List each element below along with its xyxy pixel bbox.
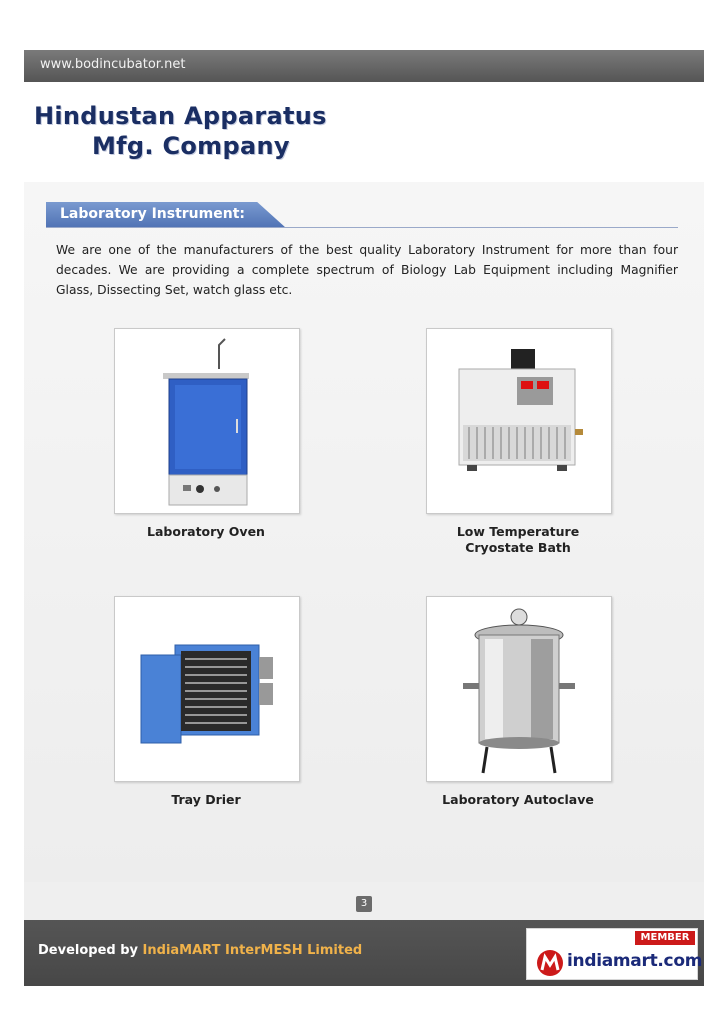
section-divider: [46, 227, 678, 228]
page-number: 3: [356, 896, 372, 912]
intro-paragraph: We are one of the manufacturers of the best quality Laboratory Instrument for more than four decades. We are providing a complete spectrum of Biology Lab Equipment including Magnifier Glass, Dissecting Set, watch glass etc.: [56, 243, 678, 297]
product-caption: Tray Drier: [171, 792, 241, 807]
caption-line1: Low Temperature Cryostate Bath: [456, 524, 580, 555]
developed-by-text: [38, 943, 362, 958]
indiamart-member-badge[interactable]: [526, 928, 703, 980]
tray-drier-image: [114, 596, 300, 782]
section-title: Laboratory Instrument:: [60, 206, 245, 222]
company-header: [24, 82, 704, 182]
product-caption: Laboratory Oven: [147, 524, 265, 539]
product-caption: Laboratory Autoclave: [442, 792, 594, 807]
cryostate-bath-image: [426, 328, 612, 514]
laboratory-autoclave-image: [426, 596, 612, 782]
footer-bar: [24, 920, 704, 986]
content-area: [24, 182, 704, 882]
top-bar: [24, 50, 704, 82]
laboratory-oven-image: [114, 328, 300, 514]
brochure-page: [24, 50, 704, 986]
developer-name[interactable]: IndiaMART InterMESH Limited: [142, 943, 363, 958]
site-url[interactable]: www.bodincubator.net: [40, 57, 186, 72]
product-caption: [418, 524, 618, 556]
company-name-line1: Hindustan Apparatus: [34, 102, 327, 130]
developed-by-label: Developed by: [38, 943, 143, 958]
section-heading-tab: [46, 202, 260, 228]
company-name-line2: Mfg. Company: [92, 132, 290, 160]
indiamart-brand: indiamart.com: [567, 951, 703, 971]
indiamart-logo-icon: [535, 949, 565, 977]
member-label: MEMBER: [635, 931, 695, 945]
